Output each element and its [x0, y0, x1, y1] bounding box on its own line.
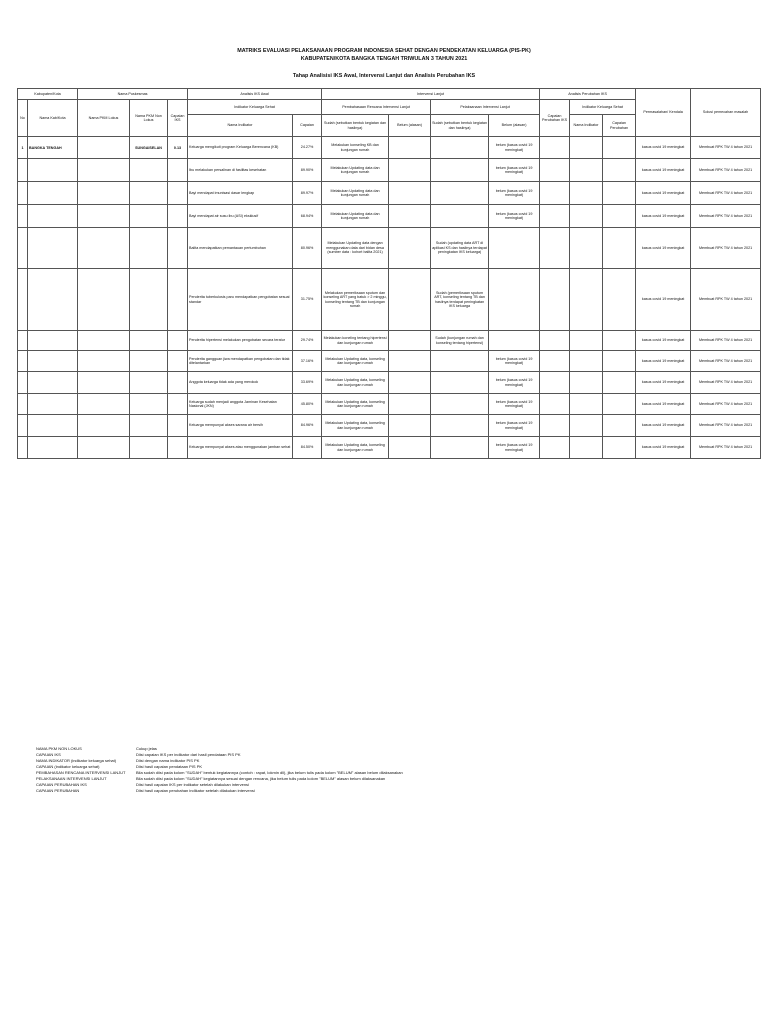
empty-cell [28, 415, 78, 437]
group-kab-kota: BANGKA TENGAH [28, 137, 78, 159]
cell-capaian: 84.96% [293, 415, 322, 437]
cell-indikator: Keluarga mempunyai akses atau menggunakan jamban sehat [188, 437, 293, 459]
cell-kendala: kasus covid 19 meningkat [636, 269, 691, 331]
header-sudah-pembahasan: Sudah (sebutkan bentuk kegiatan dan hasilnya) [322, 115, 389, 137]
cell-indikator: Anggota keluarga tidak ada yang merokok [188, 372, 293, 394]
cell-belum-pembahasan [389, 159, 431, 182]
cell-solusi: Membuat RPK TW 4 tahun 2021 [691, 415, 761, 437]
empty-cell [78, 228, 130, 269]
cell-belum-pelaksanaan: belum (kasus covid 19 meningkat) [489, 415, 540, 437]
cell-cap-per [603, 415, 636, 437]
cell-sudah-pelaksanaan [431, 351, 489, 372]
cell-kendala: kasus covid 19 meningkat [636, 182, 691, 205]
header-nama-pkm-lokus: Nama PKM Lokus [78, 100, 130, 137]
cell-sudah-pelaksanaan [431, 205, 489, 228]
header-pembahasan-rencana: Pembahasaan Rencana Intervensi Lanjut [322, 100, 431, 115]
legend-row [36, 788, 736, 794]
empty-cell [130, 351, 168, 372]
header-nama-indikator: Nama Indikator [188, 115, 293, 137]
cell-sudah-pembahasan: Melakukan pemeriksaan sputum dan konseling ART yang batuk > 2 minggu, konseling tentang TB dan kunjungan rumah [322, 269, 389, 331]
table-row [18, 228, 761, 269]
empty-cell [78, 372, 130, 394]
empty-cell [168, 159, 188, 182]
legend-key: PELAKSANAAN INTERVENSI LANJUT [36, 776, 107, 781]
cell-nama-ind [570, 137, 603, 159]
empty-cell [28, 269, 78, 331]
cell-cap-iks [540, 182, 570, 205]
header-capaian: Capaian [293, 115, 322, 137]
cell-solusi: Membuat RPK TW 4 tahun 2021 [691, 205, 761, 228]
cell-cap-per [603, 182, 636, 205]
cell-solusi: Membuat RPK TW 4 tahun 2021 [691, 159, 761, 182]
header-permasalahan-kendala: Permasalahan/ Kendala [636, 89, 691, 137]
empty-cell [130, 182, 168, 205]
empty-cell [168, 331, 188, 351]
legend-value: Cukup jelas [136, 746, 157, 751]
header-nama-puskesmas: Nama Puskesmas [78, 89, 188, 100]
header-nama-kab-kota: Nama Kab/Kota [28, 100, 78, 137]
empty-cell [28, 228, 78, 269]
header-nama-indikator-2: Nama Indikator [570, 115, 603, 137]
cell-cap-iks [540, 415, 570, 437]
cell-cap-iks [540, 228, 570, 269]
group-pkm-lokus [78, 137, 130, 159]
empty-cell [78, 269, 130, 331]
title-line-1: MATRIKS EVALUASI PELAKSANAAN PROGRAM INDONESIA SEHAT DENGAN PENDEKATAN KELUARGA (PIS-PK) [237, 48, 531, 54]
cell-nama-ind [570, 159, 603, 182]
table-row [18, 137, 761, 159]
cell-kendala: kasus covid 19 meningkat [636, 137, 691, 159]
cell-belum-pelaksanaan: belum (kasus covid 19 meningkat) [489, 205, 540, 228]
header-no: No [18, 100, 28, 137]
cell-cap-iks [540, 394, 570, 415]
empty-cell [18, 269, 28, 331]
empty-cell [130, 372, 168, 394]
cell-belum-pembahasan [389, 351, 431, 372]
empty-cell [130, 205, 168, 228]
cell-sudah-pelaksanaan [431, 182, 489, 205]
legend-value: Diisi dengan nama indikator PIS PK [136, 758, 200, 763]
cell-capaian: 33.69% [293, 372, 322, 394]
cell-solusi: Membuat RPK TW 4 tahun 2021 [691, 331, 761, 351]
header-analisis-iks-awal: Analisis IKS Awal [188, 89, 322, 100]
table-row [18, 394, 761, 415]
empty-cell [28, 331, 78, 351]
table-row [18, 372, 761, 394]
cell-solusi: Membuat RPK TW 4 tahun 2021 [691, 372, 761, 394]
table-row [18, 159, 761, 182]
header-capaian-perubahan: Capaian Perubahan [603, 115, 636, 137]
empty-cell [168, 228, 188, 269]
cell-kendala: kasus covid 19 meningkat [636, 331, 691, 351]
cell-nama-ind [570, 351, 603, 372]
cell-capaian: 89.90% [293, 159, 322, 182]
empty-cell [130, 269, 168, 331]
cell-cap-per [603, 437, 636, 459]
empty-cell [168, 182, 188, 205]
cell-sudah-pembahasan: Melakukan Updating data, konseling dan kunjungan rumah [322, 351, 389, 372]
empty-cell [18, 351, 28, 372]
header-capaian-iks: Capaian IKS [168, 100, 188, 137]
cell-belum-pelaksanaan: belum (kasus covid 19 meningkat) [489, 137, 540, 159]
empty-cell [130, 331, 168, 351]
cell-cap-iks [540, 372, 570, 394]
cell-nama-ind [570, 269, 603, 331]
legend-key: PEMBAHASAN RENCANA INTERVENSI LANJUT [36, 770, 126, 775]
header-solusi: Solusi pemecahan masalah [691, 89, 761, 137]
cell-indikator: Ibu melakukan persalinan di fasilitas kesehatan [188, 159, 293, 182]
cell-kendala: kasus covid 19 meningkat [636, 228, 691, 269]
header-capaian-perubahan-iks: Capaian Perubahan IKS [540, 100, 570, 137]
cell-sudah-pembahasan: Melakukan Updating data dengan menggunakan data dari bidan desa (sumber data : kohort balita 2021) [322, 228, 389, 269]
cell-solusi: Membuat RPK TW 4 tahun 2021 [691, 228, 761, 269]
cell-kendala: kasus covid 19 meningkat [636, 437, 691, 459]
cell-cap-iks [540, 331, 570, 351]
cell-sudah-pembahasan: Melakukan Updating data dan kunjungan rumah [322, 159, 389, 182]
cell-belum-pembahasan [389, 415, 431, 437]
legend-key: NAMA INDIKATOR (indikator keluarga sehat) [36, 758, 117, 763]
empty-cell [78, 415, 130, 437]
cell-capaian: 84.50% [293, 437, 322, 459]
header-belum-pelaksanaan: Belum (alasan) [489, 115, 540, 137]
cell-kendala: kasus covid 19 meningkat [636, 205, 691, 228]
legend-value: Diisi hasil capaian pendataan PIS PK [136, 764, 203, 769]
table-row [18, 415, 761, 437]
cell-solusi: Membuat RPK TW 4 tahun 2021 [691, 269, 761, 331]
cell-indikator: Penderita gangguan jiwa mendapatkan pengobatan dan tidak ditelantarkan [188, 351, 293, 372]
cell-kendala: kasus covid 19 meningkat [636, 394, 691, 415]
empty-cell [168, 394, 188, 415]
header-analisis-perubahan-iks: Analisis Perubahan IKS [540, 89, 636, 100]
legend-key: CAPAIAN PERUBAHAN [36, 788, 80, 793]
cell-cap-per [603, 137, 636, 159]
empty-cell [18, 182, 28, 205]
cell-belum-pembahasan [389, 372, 431, 394]
empty-cell [18, 228, 28, 269]
cell-belum-pelaksanaan: belum (kasus covid 19 meningkat) [489, 372, 540, 394]
empty-cell [28, 182, 78, 205]
cell-nama-ind [570, 182, 603, 205]
legend [36, 746, 736, 794]
cell-cap-per [603, 394, 636, 415]
cell-sudah-pelaksanaan [431, 372, 489, 394]
empty-cell [168, 437, 188, 459]
cell-belum-pelaksanaan: belum (kasus covid 19 meningkat) [489, 182, 540, 205]
legend-key: CAPAIAN PERUBAHAN IKS [36, 782, 87, 787]
empty-cell [130, 437, 168, 459]
cell-belum-pembahasan [389, 269, 431, 331]
cell-capaian: 89.97% [293, 182, 322, 205]
header-pelaksanaan-intervensi: Pelaksanaan Intervensi Lanjut [431, 100, 540, 115]
header-nama-pkm-non-lokus: Nama PKM Non Lokus [130, 100, 168, 137]
header-indikator-keluarga-sehat-2: Indikator Keluarga Sehat [570, 100, 636, 115]
cell-indikator: Balita mendapatkan pemantauan pertumbuhan [188, 228, 293, 269]
cell-capaian: 24.27% [293, 137, 322, 159]
empty-cell [28, 372, 78, 394]
empty-cell [168, 415, 188, 437]
cell-capaian: 45.80% [293, 394, 322, 415]
empty-cell [130, 159, 168, 182]
cell-cap-per [603, 372, 636, 394]
table-row [18, 269, 761, 331]
cell-nama-ind [570, 228, 603, 269]
cell-sudah-pelaksanaan [431, 137, 489, 159]
cell-nama-ind [570, 331, 603, 351]
cell-cap-per [603, 228, 636, 269]
cell-sudah-pelaksanaan [431, 394, 489, 415]
cell-solusi: Membuat RPK TW 4 tahun 2021 [691, 182, 761, 205]
cell-belum-pelaksanaan [489, 331, 540, 351]
cell-indikator: Penderita tuberkulosis paru mendapatkan pengobatan sesuai standar [188, 269, 293, 331]
empty-cell [168, 351, 188, 372]
title-line-2: KABUPATEN/KOTA BANGKA TENGAH TRIWULAN 3 TAHUN 2021 [300, 55, 468, 62]
legend-value: Diisi hasil capaian perubahan indikator setelah dilakukan intervensi [136, 788, 255, 793]
cell-indikator: Bayi mendapat imunisasi dasar lengkap [188, 182, 293, 205]
empty-cell [168, 269, 188, 331]
cell-belum-pelaksanaan [489, 228, 540, 269]
cell-belum-pembahasan [389, 182, 431, 205]
cell-cap-iks [540, 159, 570, 182]
cell-cap-iks [540, 205, 570, 228]
empty-cell [78, 437, 130, 459]
group-capaian-iks: 0.13 [168, 137, 188, 159]
cell-sudah-pelaksanaan: Sudah (kunjungan rumah dan konseling tentang hipertensi) [431, 331, 489, 351]
cell-capaian: 68.94% [293, 205, 322, 228]
cell-indikator: Keluarga mempunyai akses sarana air bersih [188, 415, 293, 437]
cell-belum-pelaksanaan: belum (kasus covid 19 meningkat) [489, 159, 540, 182]
group-no: 1 [18, 137, 28, 159]
empty-cell [18, 415, 28, 437]
legend-key: NAMA PKM NON LOKUS [36, 746, 82, 751]
cell-kendala: kasus covid 19 meningkat [636, 351, 691, 372]
empty-cell [168, 205, 188, 228]
empty-cell [78, 182, 130, 205]
cell-capaian: 29.74% [293, 331, 322, 351]
cell-solusi: Membuat RPK TW 4 tahun 2021 [691, 437, 761, 459]
cell-indikator: Bayi mendapat air susu ibu (ASI) eksklusif [188, 205, 293, 228]
cell-belum-pembahasan [389, 205, 431, 228]
cell-solusi: Membuat RPK TW 4 tahun 2021 [691, 351, 761, 372]
empty-cell [168, 372, 188, 394]
cell-belum-pembahasan [389, 228, 431, 269]
empty-cell [130, 415, 168, 437]
document-subtitle: Tahap Analisisi IKS Awal, Intervensi Lanjut dan Analisis Perubahan IKS [292, 73, 476, 79]
empty-cell [28, 394, 78, 415]
legend-value: Bila sudah diisi pada kolom "SUDAH" kegiatannya sesuai dengan rencana, jika belum tulis pada kolom "BELUM" alasan belum dilaksanakan [136, 776, 386, 781]
cell-belum-pembahasan [389, 331, 431, 351]
cell-indikator: Keluarga mengikuti program Keluarga Berencana (KB) [188, 137, 293, 159]
legend-key: CAPAIAN (indikator keluarga sehat) [36, 764, 100, 769]
cell-capaian: 80.96% [293, 228, 322, 269]
cell-indikator: Penderita hipertensi melakukan pengobatan secara teratur [188, 331, 293, 351]
cell-nama-ind [570, 394, 603, 415]
cell-sudah-pembahasan: Melakukan Updating data, konseling dan kunjungan rumah [322, 437, 389, 459]
cell-cap-iks [540, 269, 570, 331]
table-row [18, 351, 761, 372]
cell-cap-iks [540, 137, 570, 159]
cell-capaian: 37.16% [293, 351, 322, 372]
header-indikator-keluarga-sehat: Indikator Keluarga Sehat [188, 100, 322, 115]
cell-sudah-pembahasan: Melakukan konseling KB dan kunjungan rumah [322, 137, 389, 159]
cell-sudah-pelaksanaan [431, 415, 489, 437]
empty-cell [28, 205, 78, 228]
group-pkm-non-lokus: SUNGAISELAN [130, 137, 168, 159]
table-row [18, 437, 761, 459]
cell-kendala: kasus covid 19 meningkat [636, 159, 691, 182]
cell-cap-per [603, 159, 636, 182]
legend-value: Diisi capaian IKS per indikator dari hasil pendataan PIS PK [136, 752, 241, 757]
empty-cell [78, 205, 130, 228]
cell-sudah-pembahasan: Melakukan Updating data, konseling dan kunjungan rumah [322, 415, 389, 437]
document-title [0, 48, 768, 63]
cell-sudah-pembahasan: Melakukan koneling tentang hipertensi dan kunjungan rumah [322, 331, 389, 351]
empty-cell [18, 437, 28, 459]
table-row [18, 205, 761, 228]
cell-sudah-pembahasan: Melakukan Updating data dan kunjungan rumah [322, 205, 389, 228]
cell-sudah-pembahasan: Melakukan Updating data, konseling dan kunjungan rumah [322, 372, 389, 394]
empty-cell [130, 228, 168, 269]
empty-cell [18, 372, 28, 394]
cell-sudah-pembahasan: Melakukan Updating data, konseling dan kunjungan rumah [322, 394, 389, 415]
cell-sudah-pelaksanaan [431, 437, 489, 459]
legend-value: Diisi hasil capaian IKS per indikator setelah dilakukan intervensi [136, 782, 249, 787]
cell-solusi: Membuat RPK TW 4 tahun 2021 [691, 394, 761, 415]
cell-cap-per [603, 351, 636, 372]
empty-cell [28, 159, 78, 182]
table-row [18, 182, 761, 205]
cell-sudah-pelaksanaan: Sudah (pemeriksaan sputum ART, konseling tentang TB dan hasilnya terdapat peningkatan IKS keluarga [431, 269, 489, 331]
cell-nama-ind [570, 415, 603, 437]
cell-cap-per [603, 331, 636, 351]
cell-indikator: Keluarga sudah menjadi anggota Jaminan Kesehatan Nasional (JKN) [188, 394, 293, 415]
cell-belum-pembahasan [389, 394, 431, 415]
cell-nama-ind [570, 372, 603, 394]
header-sudah-pelaksanaan: Sudah (sebutkan bentuk kegiatan dan hasilnya) [431, 115, 489, 137]
cell-belum-pelaksanaan: belum (kasus covid 19 meningkat) [489, 351, 540, 372]
cell-sudah-pelaksanaan: Sudah (updating data ART di aplikasi KS dan hasilnya terdapat peningkatan IKS keluarga) [431, 228, 489, 269]
empty-cell [18, 205, 28, 228]
cell-cap-iks [540, 351, 570, 372]
cell-belum-pembahasan [389, 137, 431, 159]
cell-kendala: kasus covid 19 meningkat [636, 372, 691, 394]
header-kabupaten-kota: Kabupaten/Kota [18, 89, 78, 100]
empty-cell [18, 159, 28, 182]
cell-nama-ind [570, 437, 603, 459]
empty-cell [78, 351, 130, 372]
empty-cell [28, 437, 78, 459]
empty-cell [78, 159, 130, 182]
cell-solusi: Membuat RPK TW 4 tahun 2021 [691, 137, 761, 159]
cell-cap-per [603, 205, 636, 228]
empty-cell [78, 394, 130, 415]
header-belum-pembahasan: Belum (alasan) [389, 115, 431, 137]
cell-capaian: 31.75% [293, 269, 322, 331]
cell-cap-iks [540, 437, 570, 459]
empty-cell [28, 351, 78, 372]
empty-cell [78, 331, 130, 351]
cell-belum-pelaksanaan [489, 269, 540, 331]
cell-sudah-pelaksanaan [431, 159, 489, 182]
cell-belum-pelaksanaan: belum (kasus covid 19 meningkat) [489, 437, 540, 459]
table-row [18, 331, 761, 351]
legend-value: Bila sudah diisi pada kolom "SUDAH" bentuk kegiatannya (contoh : rapat, lokmin dll), jika belum tulis pada kolom "BELUM" alasan belum dilaksanakan [136, 770, 403, 775]
evaluation-matrix-table [17, 88, 761, 459]
header-intervensi-lanjut: Intervensi Lanjut [322, 89, 540, 100]
cell-nama-ind [570, 205, 603, 228]
empty-cell [18, 394, 28, 415]
cell-sudah-pembahasan: Melakukan Updating data dan kunjungan rumah [322, 182, 389, 205]
cell-cap-per [603, 269, 636, 331]
legend-key: CAPAIAN IKS [36, 752, 61, 757]
cell-belum-pembahasan [389, 437, 431, 459]
empty-cell [18, 331, 28, 351]
empty-cell [130, 394, 168, 415]
cell-kendala: kasus covid 19 meningkat [636, 415, 691, 437]
cell-belum-pelaksanaan: belum (kasus covid 19 meningkat) [489, 394, 540, 415]
